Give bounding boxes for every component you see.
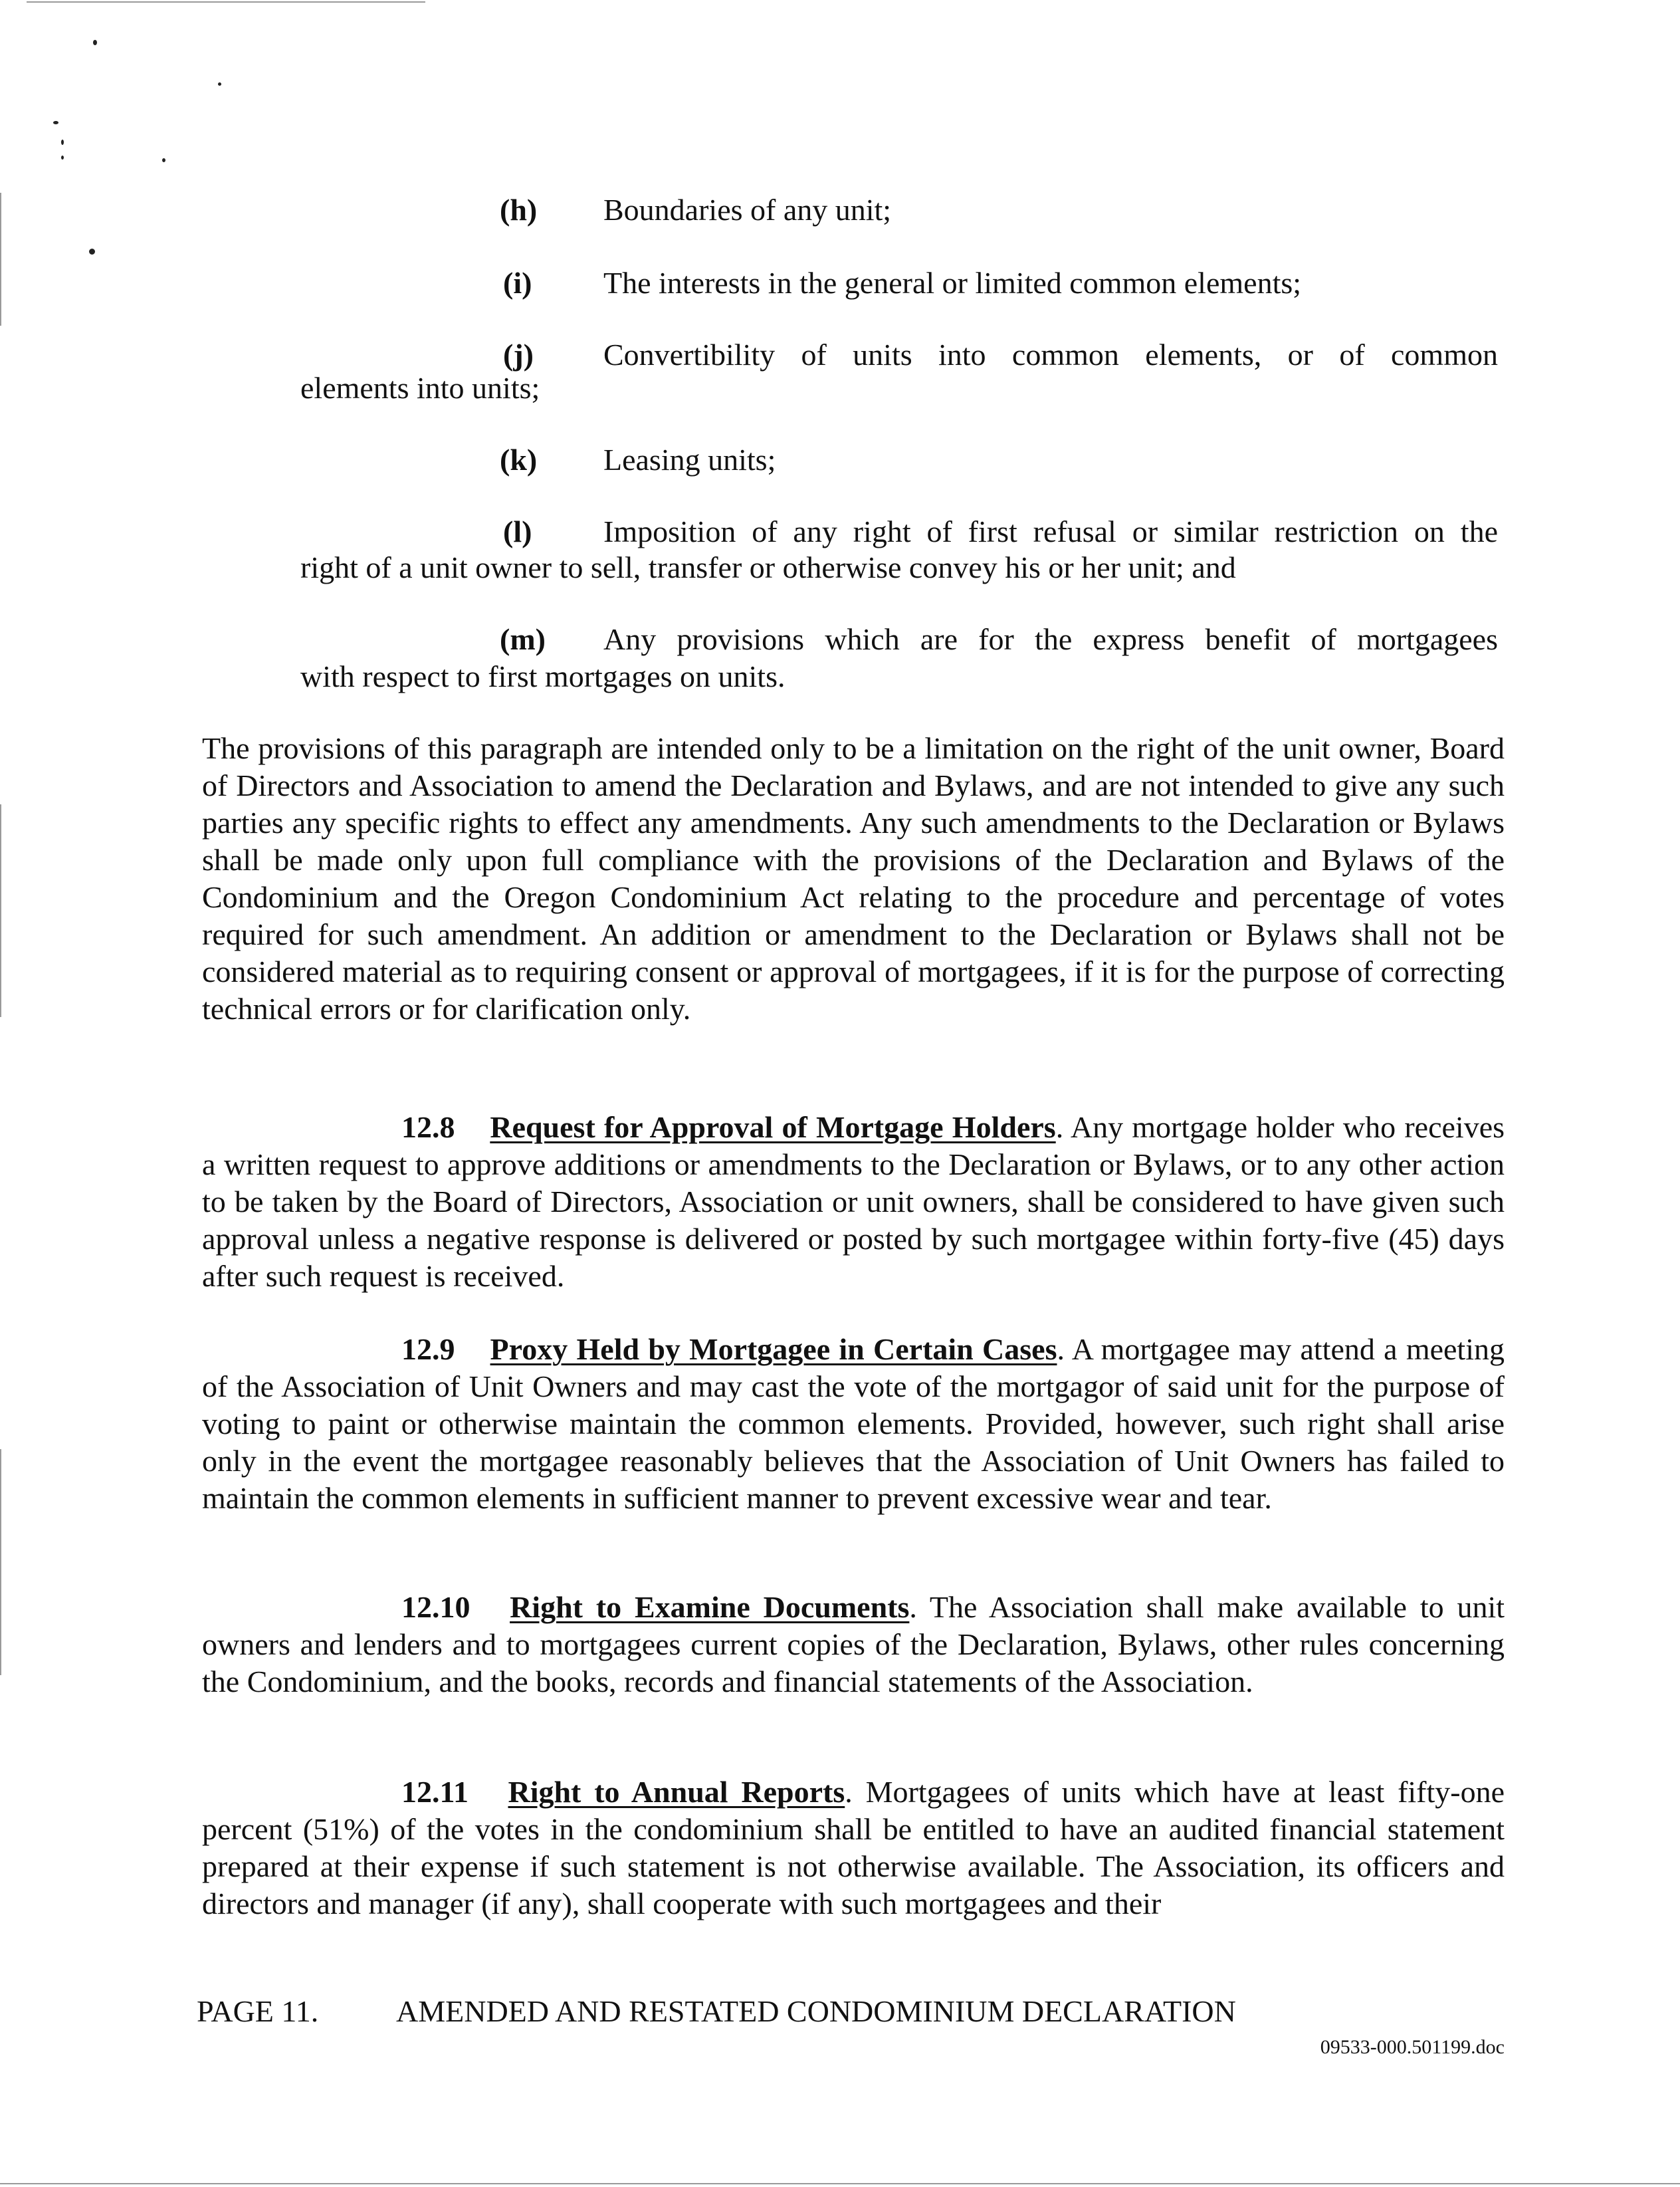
scan-speck [89,249,95,255]
section-12-11 [202,1774,1505,1922]
scan-speck [218,82,221,86]
list-label: (i) [503,266,532,300]
list-label: (j) [503,338,534,372]
section-body: . Mortgagees of units which have at least fifty-one percent (51%) of the votes in the condominium shall be entitled to have an audited financial statement prepared at their expense if such statement is not otherwise available. The Association, its officers and directors and manager (if any), shall cooperate with such mortgagees and their [202,1775,1505,1920]
list-text: Imposition of any right of first refusal or similar restriction on the [603,515,1498,548]
summary-paragraph: The provisions of this paragraph are intended only to be a limitation on the right of the unit owner, Board of Directors and Association to amend the Declaration and Bylaws, and are not intended to give any such parties any specific rights to effect any amendments. Any such amendments to the Declaration or Bylaws shall be made only upon full compliance with the provisions of the Declaration and Bylaws of the Condominium and the Oregon Condominium Act relating to the procedure and percentage of votes required for such amendment. An addition or amendment to the Declaration or Bylaws shall not be considered material as to requiring consent or approval of mortgagees, if it is for the purpose of correcting technical errors or for clarification only. [202,731,1505,1026]
list-continuation: right of a unit owner to sell, transfer or otherwise convey his or her unit; and [300,550,1236,584]
page-number: PAGE 11. [197,1994,319,2028]
list-text: Boundaries of any unit; [603,193,892,227]
scan-edge-top [27,1,425,3]
list-text: Leasing units; [603,443,776,477]
list-label: (m) [500,622,546,656]
scan-speck [53,121,58,124]
document-id: 09533-000.501199.doc [1320,2036,1505,2058]
section-number: 12.11 [401,1775,469,1809]
section-12-10 [202,1589,1505,1700]
scan-edge-left-3 [0,1449,1,1675]
list-continuation: elements into units; [300,371,540,405]
list-label: (l) [503,515,532,548]
section-body: . A mortgagee may attend a meeting of the Association of Unit Owners and may cast the vote of the mortgagor of said unit for the purpose of voting to paint or otherwise maintain the common elements. Provided, however, such right shall arise only in the event the mortgagee reasonably believes that the Association of Unit Owners has failed to maintain the common elements in sufficient manner to prevent excessive wear and tear. [202,1332,1505,1515]
section-title: Right to Examine Documents [510,1590,910,1624]
section-title: Right to Annual Reports [508,1775,845,1809]
list-continuation: with respect to first mortgages on units. [300,659,786,693]
section-12-9 [202,1331,1505,1517]
section-number: 12.10 [401,1590,471,1624]
section-number: 12.8 [401,1110,455,1144]
scan-edge-bottom [0,2183,1680,2184]
scan-speck [61,156,64,160]
scan-edge-left-1 [0,193,1,326]
scan-speck [93,40,97,45]
list-label: (h) [500,193,538,227]
scan-speck [162,158,165,162]
section-title: Request for Approval of Mortgage Holders [490,1110,1056,1144]
section-body: . Any mortgage holder who receives a written request to approve additions or amendments to the Declaration or Bylaws, or to any other action to be taken by the Board of Directors, Association or unit owners, shall be considered to have given such approval unless a negative response is delivered or posted by such mortgagee within forty-five (45) days after such request is received. [202,1110,1505,1293]
page-footer [197,1993,1236,2030]
section-12-8 [202,1109,1505,1295]
scan-speck [61,140,64,145]
section-title: Proxy Held by Mortgagee in Certain Cases [490,1332,1057,1366]
list-text: The interests in the general or limited common elements; [603,266,1302,300]
section-body: . The Association shall make available to unit owners and lenders and to mortgagees current copies of the Declaration, Bylaws, other rules concerning the Condominium, and the books, records and financial statements of the Association. [202,1590,1505,1698]
list-label: (k) [500,443,538,477]
section-number: 12.9 [401,1332,455,1366]
list-text: Any provisions which are for the express benefit of mortgagees [603,622,1498,656]
footer-title: AMENDED AND RESTATED CONDOMINIUM DECLARATION [396,1994,1236,2028]
scan-edge-left-2 [0,804,1,1017]
list-text: Convertibility of units into common elements, or of common [603,338,1498,372]
